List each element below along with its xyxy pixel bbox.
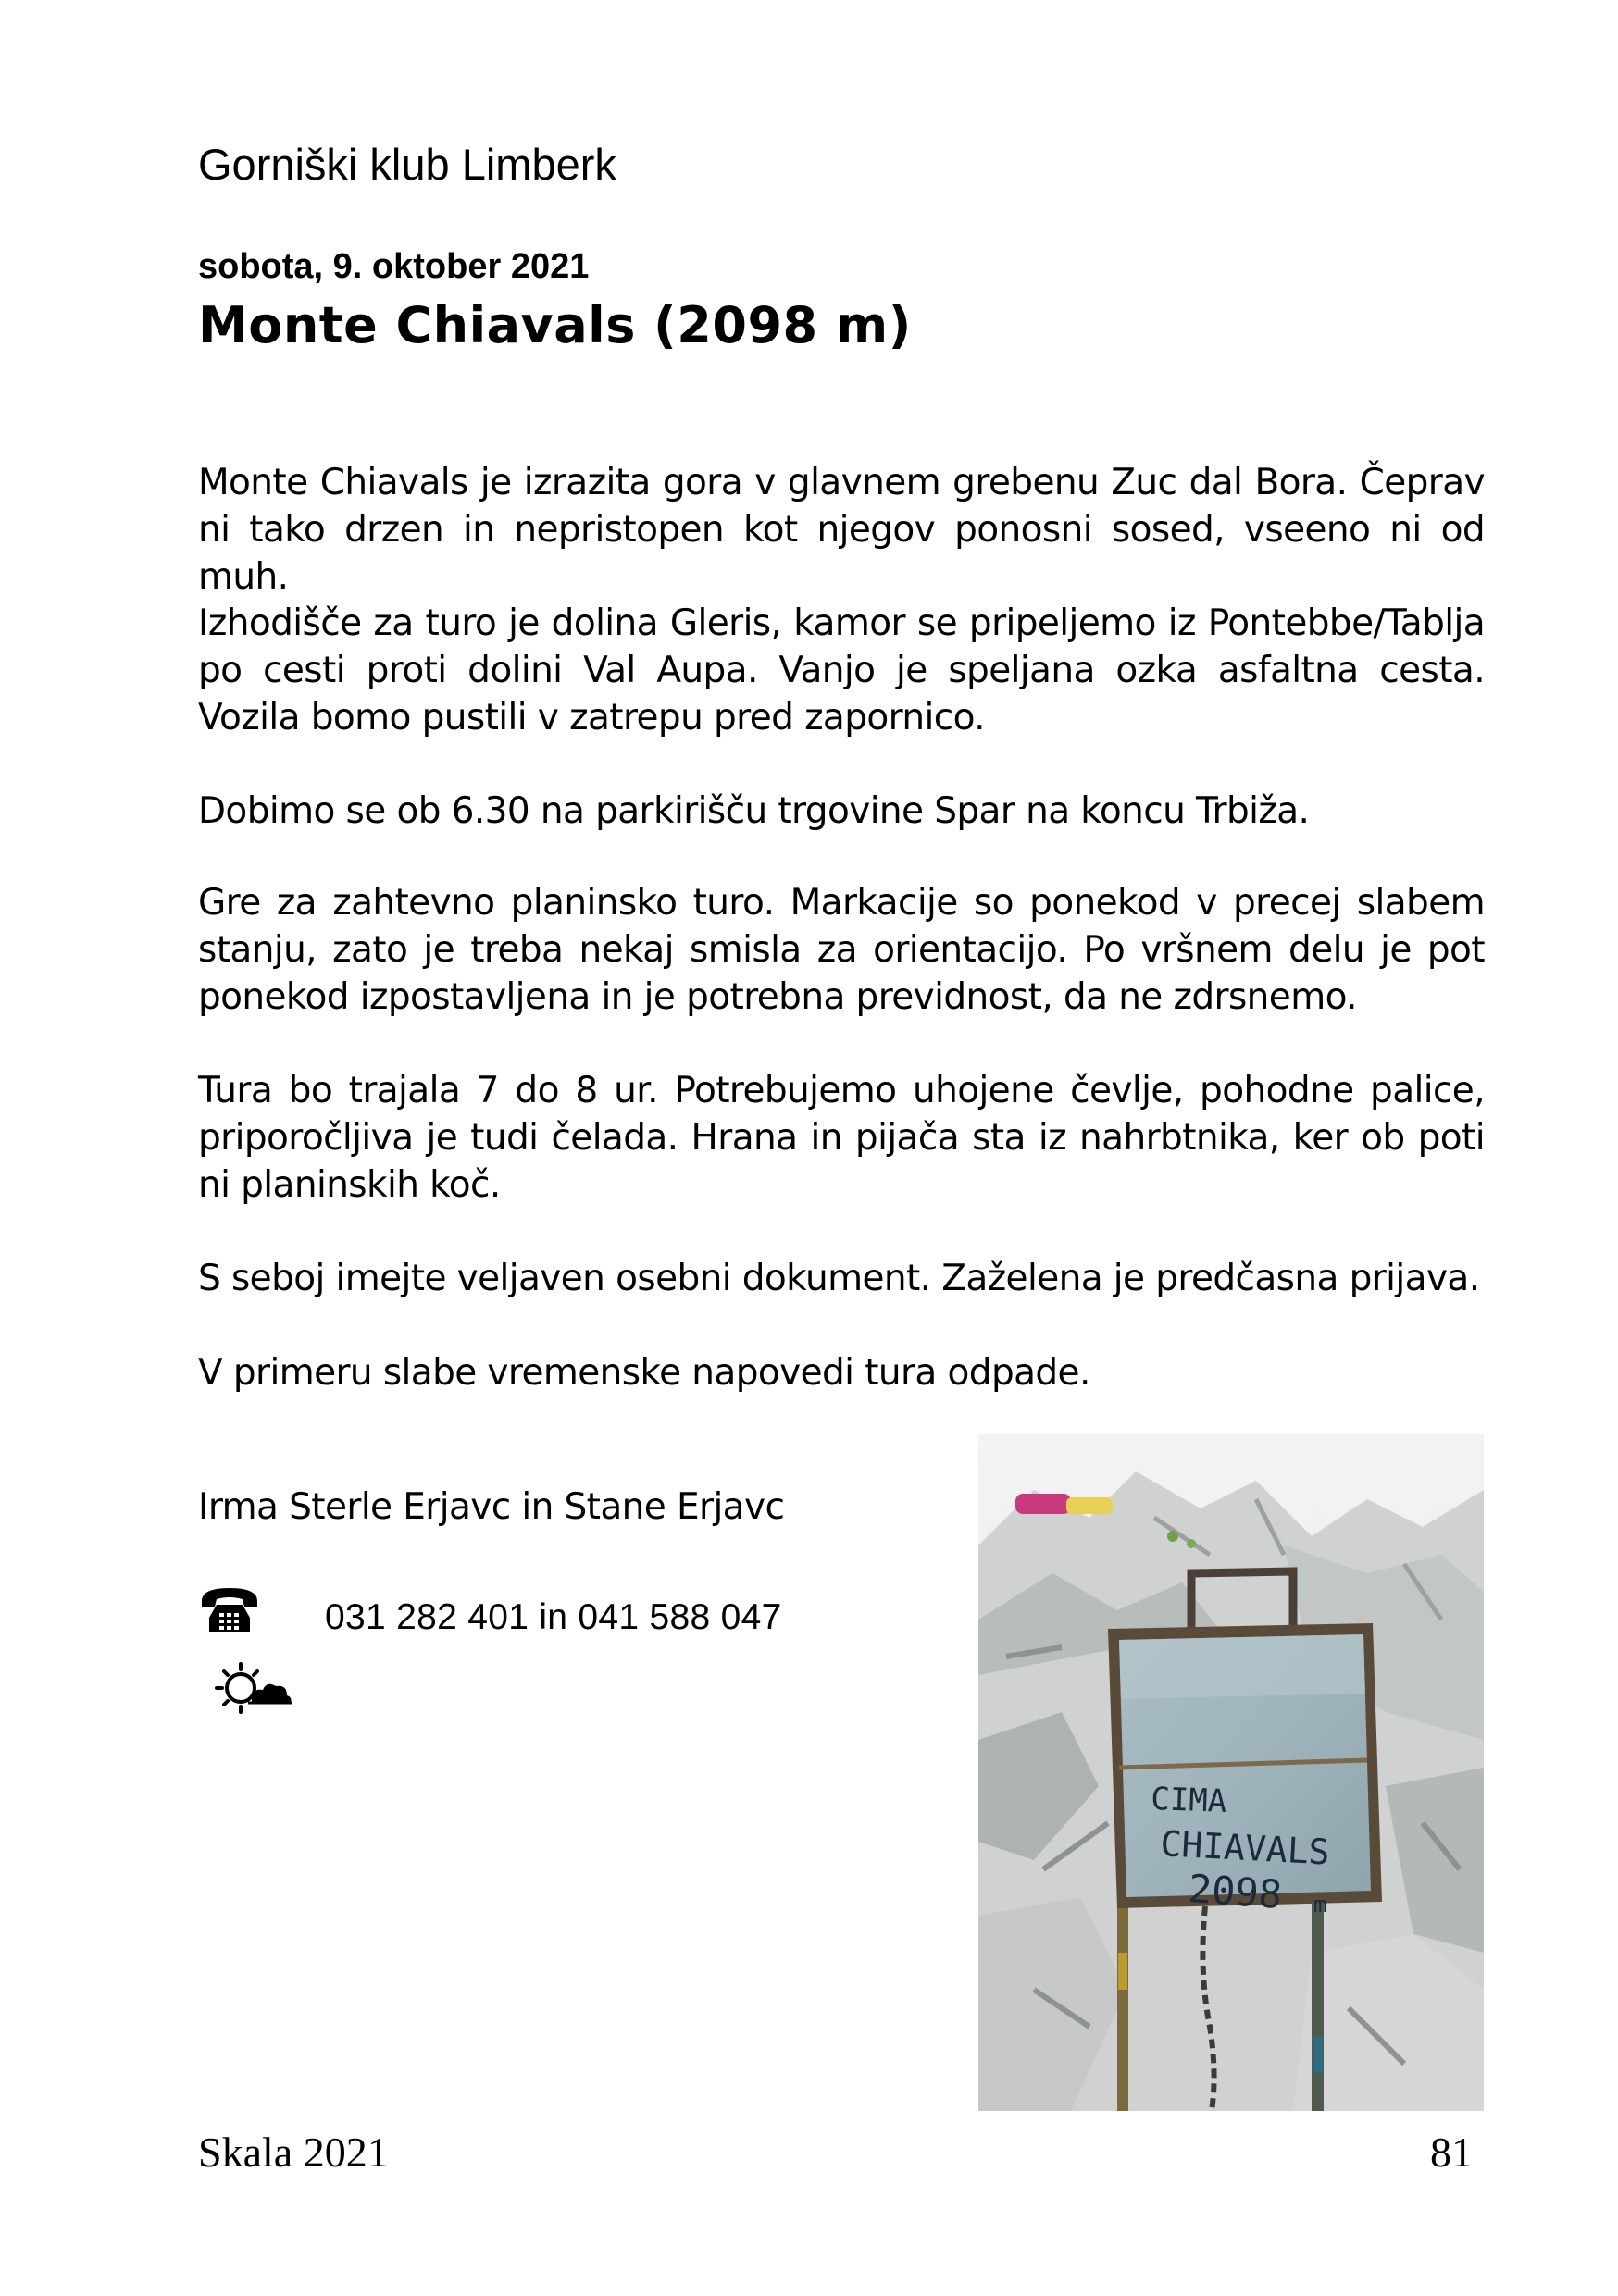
tour-leaders: Irma Sterle Erjavc in Stane Erjavc — [198, 1486, 785, 1528]
telephone-icon — [198, 1584, 261, 1636]
sign-text-unit: m — [1313, 1892, 1327, 1917]
paragraph-difficulty: Gre za zahtevno planinsko turo. Markacije so ponekod v precej slabem stanju, zato je treba nekaj smisla za orientacijo. Po vršnem delu je pot ponekod izpostavljena in je potrebna previdnost, da ne zdrsnemo. — [198, 882, 1485, 1018]
summit-sign-photo — [978, 1434, 1484, 2111]
sun-cloud-icon — [215, 1660, 294, 1716]
club-name: Gorniški klub Limberk — [198, 140, 616, 189]
paragraph-weather: V primeru slabe vremenske napovedi tura odpade. — [198, 1352, 1090, 1394]
sign-text-line3: 2098 — [1187, 1866, 1284, 1918]
footer-publication: Skala 2021 — [198, 2128, 389, 2176]
paragraph-meeting: Dobimo se ob 6.30 na parkirišču trgovine Spar na koncu Trbiža. — [198, 790, 1310, 832]
paragraph-documents: S seboj imejte veljaven osebni dokument. Zaželena je predčasna prijava. — [198, 1258, 1480, 1299]
page-number: 81 — [1430, 2128, 1473, 2176]
paragraph-intro: Monte Chiavals je izrazita gora v glavnem grebenu Zuc dal Bora. Čeprav ni tako drzen in nepristopen kot njegov ponosni sosed, vseeno ni od muh. — [198, 462, 1485, 598]
paragraph-start-point: Izhodišče za turo je dolina Gleris, kamor se pripeljemo iz Pontebbe/Tablja po cesti proti dolini Val Aupa. Vanjo je speljana ozka asfaltna cesta. Vozila bomo pustili v zatrepu pred zapornico. — [198, 602, 1485, 738]
sign-text-line2: CHIAVALS — [1159, 1823, 1331, 1873]
event-date: sobota, 9. oktober 2021 — [198, 247, 590, 286]
phone-numbers: 031 282 401 in 041 588 047 — [325, 1597, 782, 1637]
event-title: Monte Chiavals (2098 m) — [198, 296, 912, 354]
sign-text-line1: CIMA — [1150, 1781, 1227, 1820]
paragraph-duration: Tura bo trajala 7 do 8 ur. Potrebujemo uhojene čevlje, pohodne palice, priporočljiva je tudi čelada. Hrana in pijača sta iz nahrbtnika, ker ob poti ni planinskih koč. — [198, 1070, 1485, 1206]
